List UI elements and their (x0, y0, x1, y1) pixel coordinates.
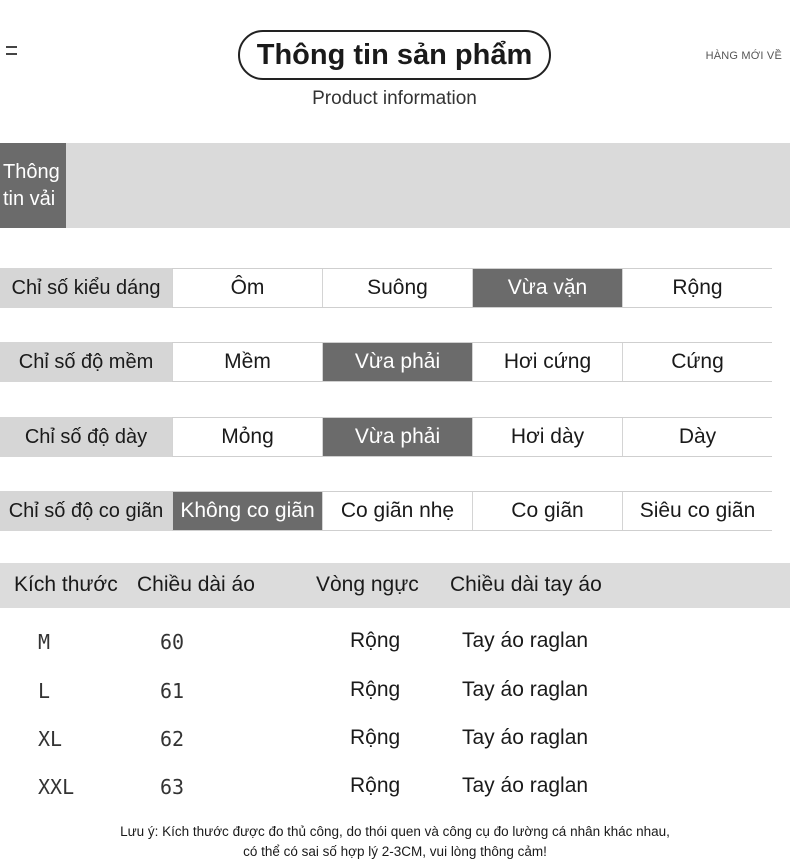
thickness-option: Vừa phải (322, 418, 472, 456)
stretch-option: Co giãn (472, 492, 622, 530)
stretch-option: Co giãn nhẹ (322, 492, 472, 530)
fabric-label-line1: Thông (3, 160, 60, 183)
length-cell: 61 (160, 679, 185, 703)
softness-index-row (0, 342, 772, 382)
length-column-header: Chiều dài áo (137, 573, 255, 596)
fabric-label-line2: tin vải (3, 187, 56, 210)
chest-cell: Rộng (350, 629, 401, 652)
thickness-option: Mỏng (172, 418, 322, 456)
fabric-info-bar (0, 143, 790, 228)
softness-index-label: Chỉ số độ mềm (0, 342, 172, 382)
chest-cell: Rộng (350, 726, 401, 749)
sleeve-cell: Tay áo raglan (462, 629, 589, 652)
page-title: Thông tin sản phẩm (238, 30, 551, 80)
fabric-info-label (0, 143, 66, 228)
length-cell: 60 (160, 630, 185, 654)
softness-option: Vừa phải (322, 343, 472, 381)
note-line2: có thể có sai số hợp lý 2-3CM, vui lòng thông cảm! (243, 844, 547, 859)
measurement-note (40, 822, 750, 862)
softness-option: Mềm (172, 343, 322, 381)
stretch-index-label: Chỉ số độ co giãn (0, 491, 172, 531)
size-column-header: Kích thước (14, 573, 118, 596)
sleeve-column-header: Chiều dài tay áo (450, 573, 602, 596)
fit-option: Ôm (172, 269, 322, 307)
note-line1: Lưu ý: Kích thước được đo thủ công, do thói quen và công cụ đo lường cá nhân khác nhau, (120, 824, 670, 839)
fit-option: Suông (322, 269, 472, 307)
size-table-header (0, 563, 790, 608)
size-cell: XXL (38, 775, 75, 799)
fit-index-label: Chỉ số kiểu dáng (0, 268, 172, 308)
stretch-option: Siêu co giãn (622, 492, 772, 530)
length-cell: 63 (160, 775, 185, 799)
size-cell: M (38, 630, 51, 654)
chest-cell: Rộng (350, 774, 401, 797)
thickness-option: Dày (622, 418, 772, 456)
stretch-option: Không co giãn (172, 492, 322, 530)
size-cell: L (38, 679, 51, 703)
chest-column-header: Vòng ngực (316, 573, 419, 596)
menu-icon[interactable] (6, 46, 17, 58)
fit-option: Rộng (622, 269, 772, 307)
thickness-index-row (0, 417, 772, 457)
thickness-index-label: Chỉ số độ dày (0, 417, 172, 457)
softness-option: Cứng (622, 343, 772, 381)
chest-cell: Rộng (350, 678, 401, 701)
sleeve-cell: Tay áo raglan (462, 726, 589, 749)
new-arrival-tag: HÀNG MỚI VỀ (705, 50, 782, 62)
page-subtitle: Product information (312, 88, 477, 109)
fit-option: Vừa vặn (472, 269, 622, 307)
length-cell: 62 (160, 727, 185, 751)
size-cell: XL (38, 727, 63, 751)
softness-option: Hơi cứng (472, 343, 622, 381)
stretch-index-row (0, 491, 772, 531)
sleeve-cell: Tay áo raglan (462, 774, 589, 797)
sleeve-cell: Tay áo raglan (462, 678, 589, 701)
thickness-option: Hơi dày (472, 418, 622, 456)
fit-index-row (0, 268, 772, 308)
